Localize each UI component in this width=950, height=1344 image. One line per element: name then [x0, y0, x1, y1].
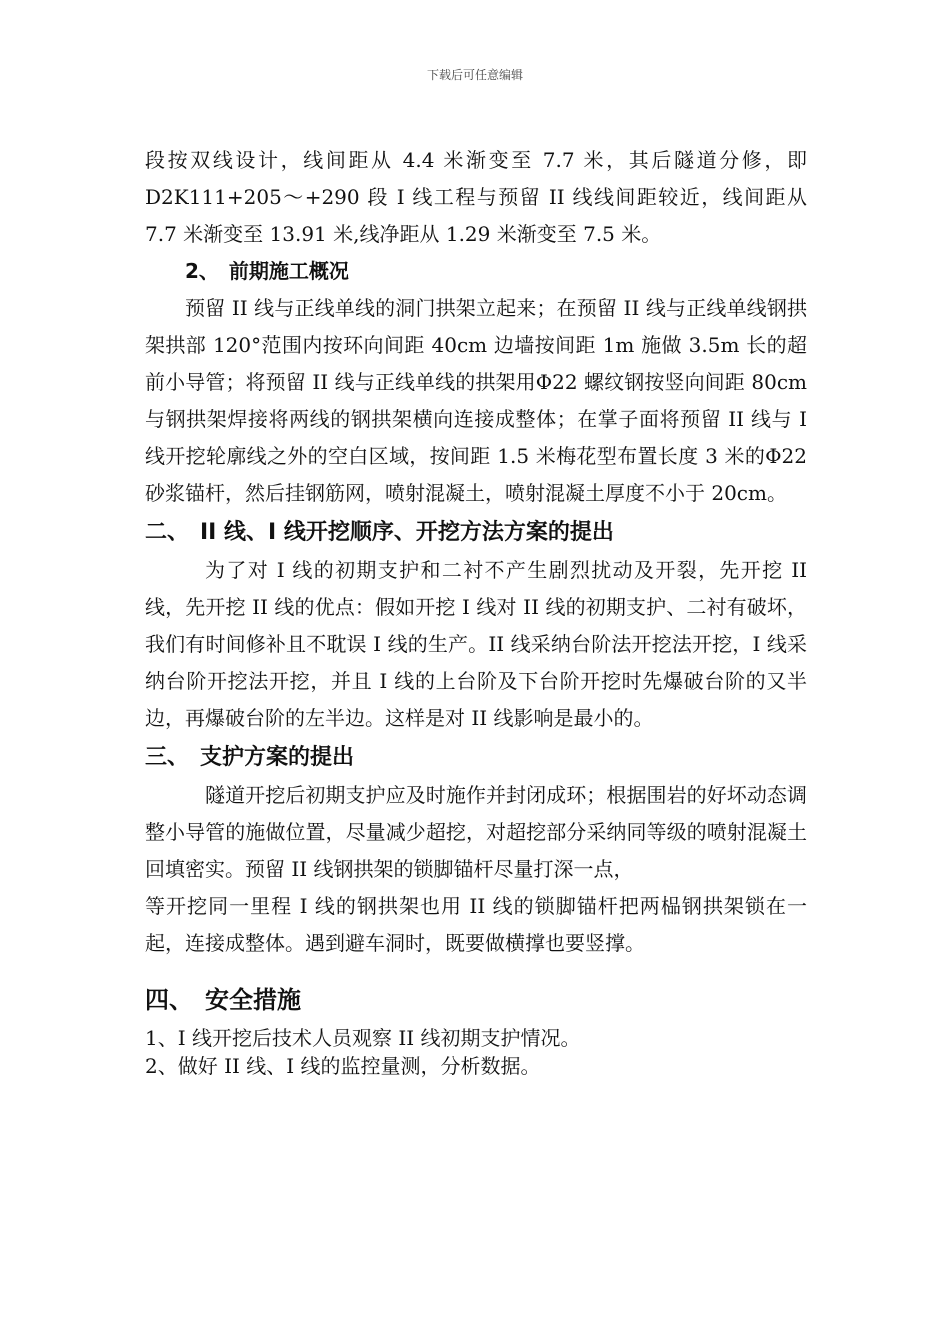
list-item: 1、I 线开挖后技术人员观察 II 线初期支护情况。: [145, 1026, 581, 1050]
list-item: 2、做好 II 线、I 线的监控量测，分析数据。: [145, 1054, 541, 1078]
section-3-paragraph-2: 等开挖同一里程 I 线的钢拱架也用 II 线的锁脚锚杆把两榀钢拱架锁在一起，连接成整体。遇到避车洞时，既要做横撑也要竖撑。: [145, 894, 807, 955]
header-note: 下载后可任意编辑: [426, 68, 523, 82]
section-heading-4: 四、 安全措施: [145, 986, 301, 1014]
subsection-2-paragraph: 预留 II 线与正线单线的洞门拱架立起来；在预留 II 线与正线单线钢拱架拱部 120°范围内按环向间距 40cm 边墙按间距 1m 施做 3.5m 长的超前小导管；将预留 II 线与正线单线的拱架用Φ22 螺纹钢按竖向间距 80cm 与钢拱架焊接将两线的钢拱架横向连接成整体；在掌子面将预留 II 线与 I 线开挖轮廓线之外的空白区域，按间距 1.5 米梅花型布置长度 3 米的Φ22 砂浆锚杆，然后挂钢筋网，喷射混凝土，喷射混凝土厚度不小于 20cm。: [145, 296, 807, 505]
intro-paragraph: 段按双线设计，线间距从 4.4 米渐变至 7.7 米，其后隧道分修，即 D2K111+205～+290 段 I 线工程与预留 II 线线间距较近，线间距从 7.7 米渐变至 13.91 米,线净距从 1.29 米渐变至 7.5 米。: [145, 148, 807, 246]
section-3-paragraph-1: 隧道开挖后初期支护应及时施作并封闭成环；根据围岩的好坏动态调整小导管的施做位置，尽量减少超挖，对超挖部分采纳同等级的喷射混凝土回填密实。预留 II 线钢拱架的锁脚锚杆尽量打深一点，: [145, 783, 807, 881]
section-heading-2: 二、 II 线、I 线开挖顺序、开挖方法方案的提出: [145, 520, 614, 545]
document-body: [145, 142, 807, 1080]
section-heading-3: 三、 支护方案的提出: [145, 745, 355, 770]
section-2-paragraph: 为了对 I 线的初期支护和二衬不产生剧烈扰动及开裂，先开挖 II 线，先开挖 II 线的优点：假如开挖 I 线对 II 线的初期支护、二衬有破坏，我们有时间修补且不耽误 I 线的生产。II 线采纳台阶法开挖法开挖，I 线采纳台阶开挖法开挖，并且 I 线的上台阶及下台阶开挖时先爆破台阶的又半边，再爆破台阶的左半边。这样是对 II 线影响是最小的。: [145, 558, 807, 730]
subsection-heading-2: 2、 前期施工概况: [185, 259, 349, 283]
